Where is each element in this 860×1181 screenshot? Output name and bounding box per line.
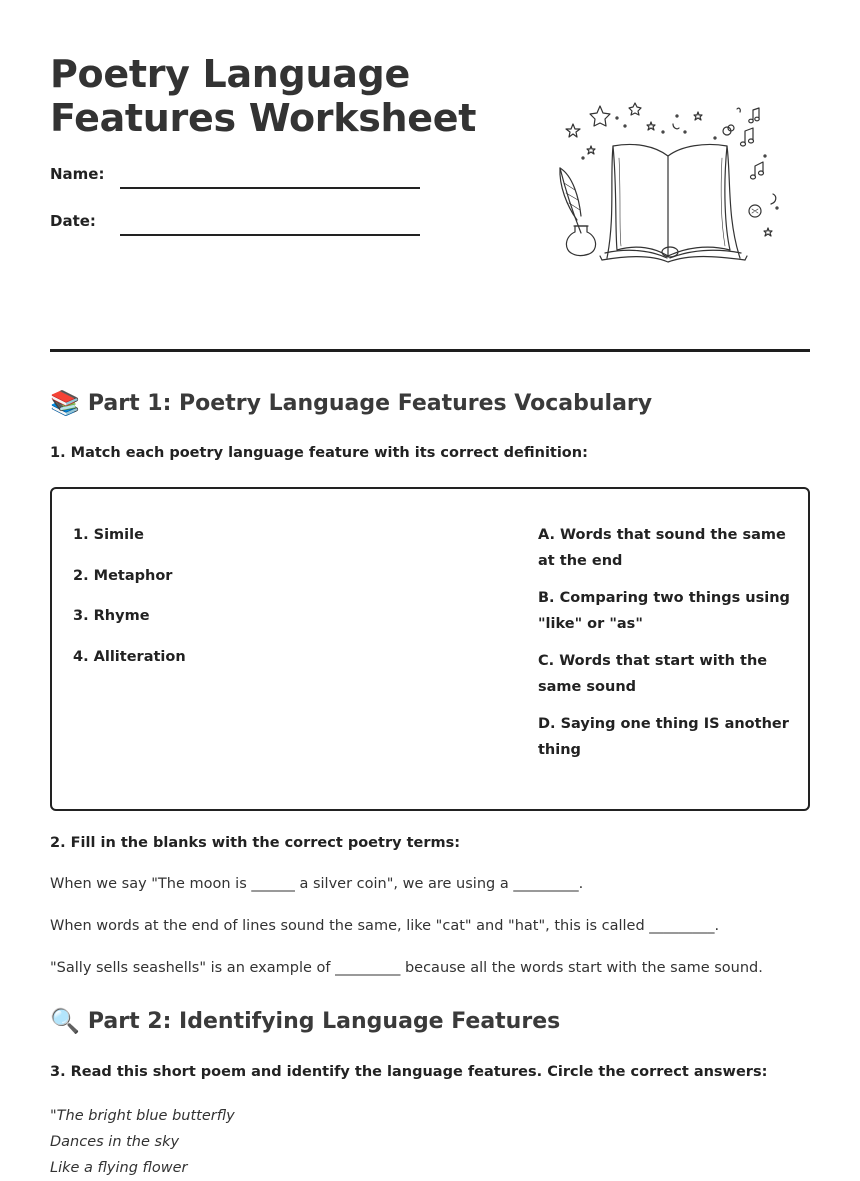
term-item: 4. Alliteration xyxy=(73,648,186,665)
term-item: 3. Rhyme xyxy=(73,608,150,624)
books-icon: 📚 xyxy=(50,389,80,417)
poem-line: Like a flying flower xyxy=(50,1160,188,1176)
fill-blank-sentence-1: When we say "The moon is ______ a silver coin", we are using a _________. xyxy=(50,876,584,892)
question-3: 3. Read this short poem and identify the language features. Circle the correct answers: xyxy=(50,1064,768,1080)
name-field-line[interactable] xyxy=(120,187,420,189)
poem-line: Dances in the sky xyxy=(50,1134,180,1150)
fill-blank-sentence-2: When words at the end of lines sound the same, like "cat" and "hat", this is called _________. xyxy=(50,918,720,934)
name-field-row xyxy=(50,165,120,183)
date-field-row xyxy=(50,212,120,230)
definition-item: B. Comparing two things using "like" or "as" xyxy=(538,590,790,632)
part2-heading-text: Part 2: Identifying Language Features xyxy=(87,1009,561,1034)
section-divider xyxy=(50,349,810,352)
date-field-line[interactable] xyxy=(120,234,420,236)
question-2: 2. Fill in the blanks with the correct poetry terms: xyxy=(50,835,461,851)
term-item: 1. Simile xyxy=(73,527,144,543)
poem-line: "The bright blue butterfly xyxy=(50,1108,235,1124)
terms-list xyxy=(73,525,186,687)
name-label: Name: xyxy=(50,165,105,183)
title-line-1: Poetry Language xyxy=(50,52,410,96)
term-item: 2. Metaphor xyxy=(73,567,173,584)
date-label: Date: xyxy=(50,212,96,230)
open-book-with-quill-icon xyxy=(555,98,785,268)
poem xyxy=(50,1103,235,1181)
magnifier-icon: 🔍 xyxy=(50,1007,80,1035)
question-1: 1. Match each poetry language feature with its correct definition: xyxy=(50,445,588,461)
page-title xyxy=(50,52,490,140)
definitions-list xyxy=(538,525,793,777)
part1-heading xyxy=(50,388,652,419)
part2-heading xyxy=(50,1006,560,1037)
definition-item: C. Words that start with the same sound xyxy=(538,653,768,695)
fill-blank-sentence-3: "Sally sells seashells" is an example of _________ because all the words start with the same sound. xyxy=(50,960,763,976)
title-line-2: Features Worksheet xyxy=(50,96,477,140)
definition-item: A. Words that sound the same at the end xyxy=(538,527,786,569)
part1-heading-text: Part 1: Poetry Language Features Vocabulary xyxy=(87,391,653,416)
definition-item: D. Saying one thing IS another thing xyxy=(538,716,789,758)
matching-box xyxy=(50,487,810,811)
